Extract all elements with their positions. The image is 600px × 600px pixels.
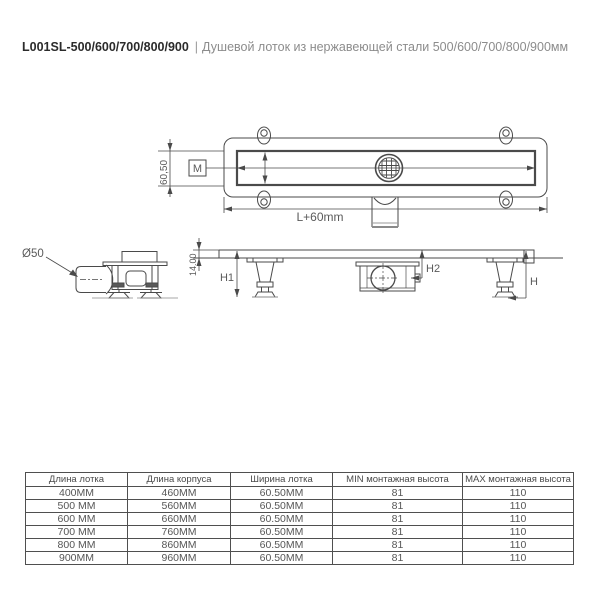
table-header-cell: Длина лотка [26,473,128,487]
table-row [26,500,574,513]
table-cell: 660MM [128,513,231,526]
table-cell: 110 [463,539,574,552]
table-cell: 81 [333,513,463,526]
table-cell: 110 [463,526,574,539]
table-cell: 81 [333,539,463,552]
table-cell: 500 MM [26,500,128,513]
table-cell: 60.50MM [231,513,333,526]
table-cell: 81 [333,487,463,500]
table-cell: 60.50MM [231,539,333,552]
table-cell: 110 [463,487,574,500]
table-cell: 81 [333,552,463,565]
table-row [26,513,574,526]
title-separator: | [194,40,199,54]
table-cell: 110 [463,513,574,526]
mounting-ear-icon [258,127,271,144]
table-cell: 700 MM [26,526,128,539]
table-header-cell: MAX монтажная высота [463,473,574,487]
table-header-cell: Ширина лотка [231,473,333,487]
table-cell: 860MM [128,539,231,552]
h1-label: H1 [219,272,235,284]
table-cell: 110 [463,552,574,565]
table-cell: 60.50MM [231,526,333,539]
table-row [26,526,574,539]
length-dimension [224,197,547,213]
table-cell: 600 MM [26,513,128,526]
table-cell: 81 [333,526,463,539]
table-cell: 400MM [26,487,128,500]
mounting-ear-icon [258,191,271,208]
h1-dimension [235,251,240,297]
adjustable-foot [247,258,283,297]
h2-label: H2 [426,263,441,275]
table-cell: 110 [463,500,574,513]
table-row [26,552,574,565]
table-cell: 60.50MM [231,500,333,513]
marking-leader [189,160,535,176]
profile-height-label: 14.00 [188,253,198,276]
product-description: Душевой лоток из нержавеющей стали 500/600/700/800/900мм [202,40,569,54]
table-header-row [26,473,574,487]
trap-body [103,252,167,290]
table-cell: 81 [333,500,463,513]
width-dimension-label: 60,50 [159,159,170,185]
table-cell: 60.50MM [231,552,333,565]
trap-feet [92,290,178,299]
mounting-ear-icon [500,191,513,208]
table-header-cell: MIN монтажная высота [333,473,463,487]
model-code: L001SL-500/600/700/800/900 [22,40,189,54]
h2-dimension [411,250,425,281]
plan-view-drawing [158,127,547,227]
table-row [26,539,574,552]
length-dimension-label: L+60mm [296,210,344,224]
pipe-diameter-label: Ø50 [22,248,44,260]
outlet-pipe [76,265,113,294]
channel-outer-body [224,138,547,197]
side-view-drawing [188,238,563,301]
outlet-stub [372,197,398,227]
table-cell: 800 MM [26,539,128,552]
adjustable-foot [487,258,523,297]
table-cell: 460MM [128,487,231,500]
table-cell: 760MM [128,526,231,539]
table-cell: 900MM [26,552,128,565]
spec-table [25,472,574,565]
table-cell: 960MM [128,552,231,565]
channel-profile [193,250,563,263]
table-cell: 60.50MM [231,487,333,500]
marking-label: M [192,163,203,175]
table-header-cell: Длина корпуса [128,473,231,487]
table-cell: 560MM [128,500,231,513]
siphon-trap [356,262,420,293]
mounting-ear-icon [500,127,513,144]
table-row [26,487,574,500]
end-view-drawing [22,248,178,298]
h-label: H [530,276,538,288]
